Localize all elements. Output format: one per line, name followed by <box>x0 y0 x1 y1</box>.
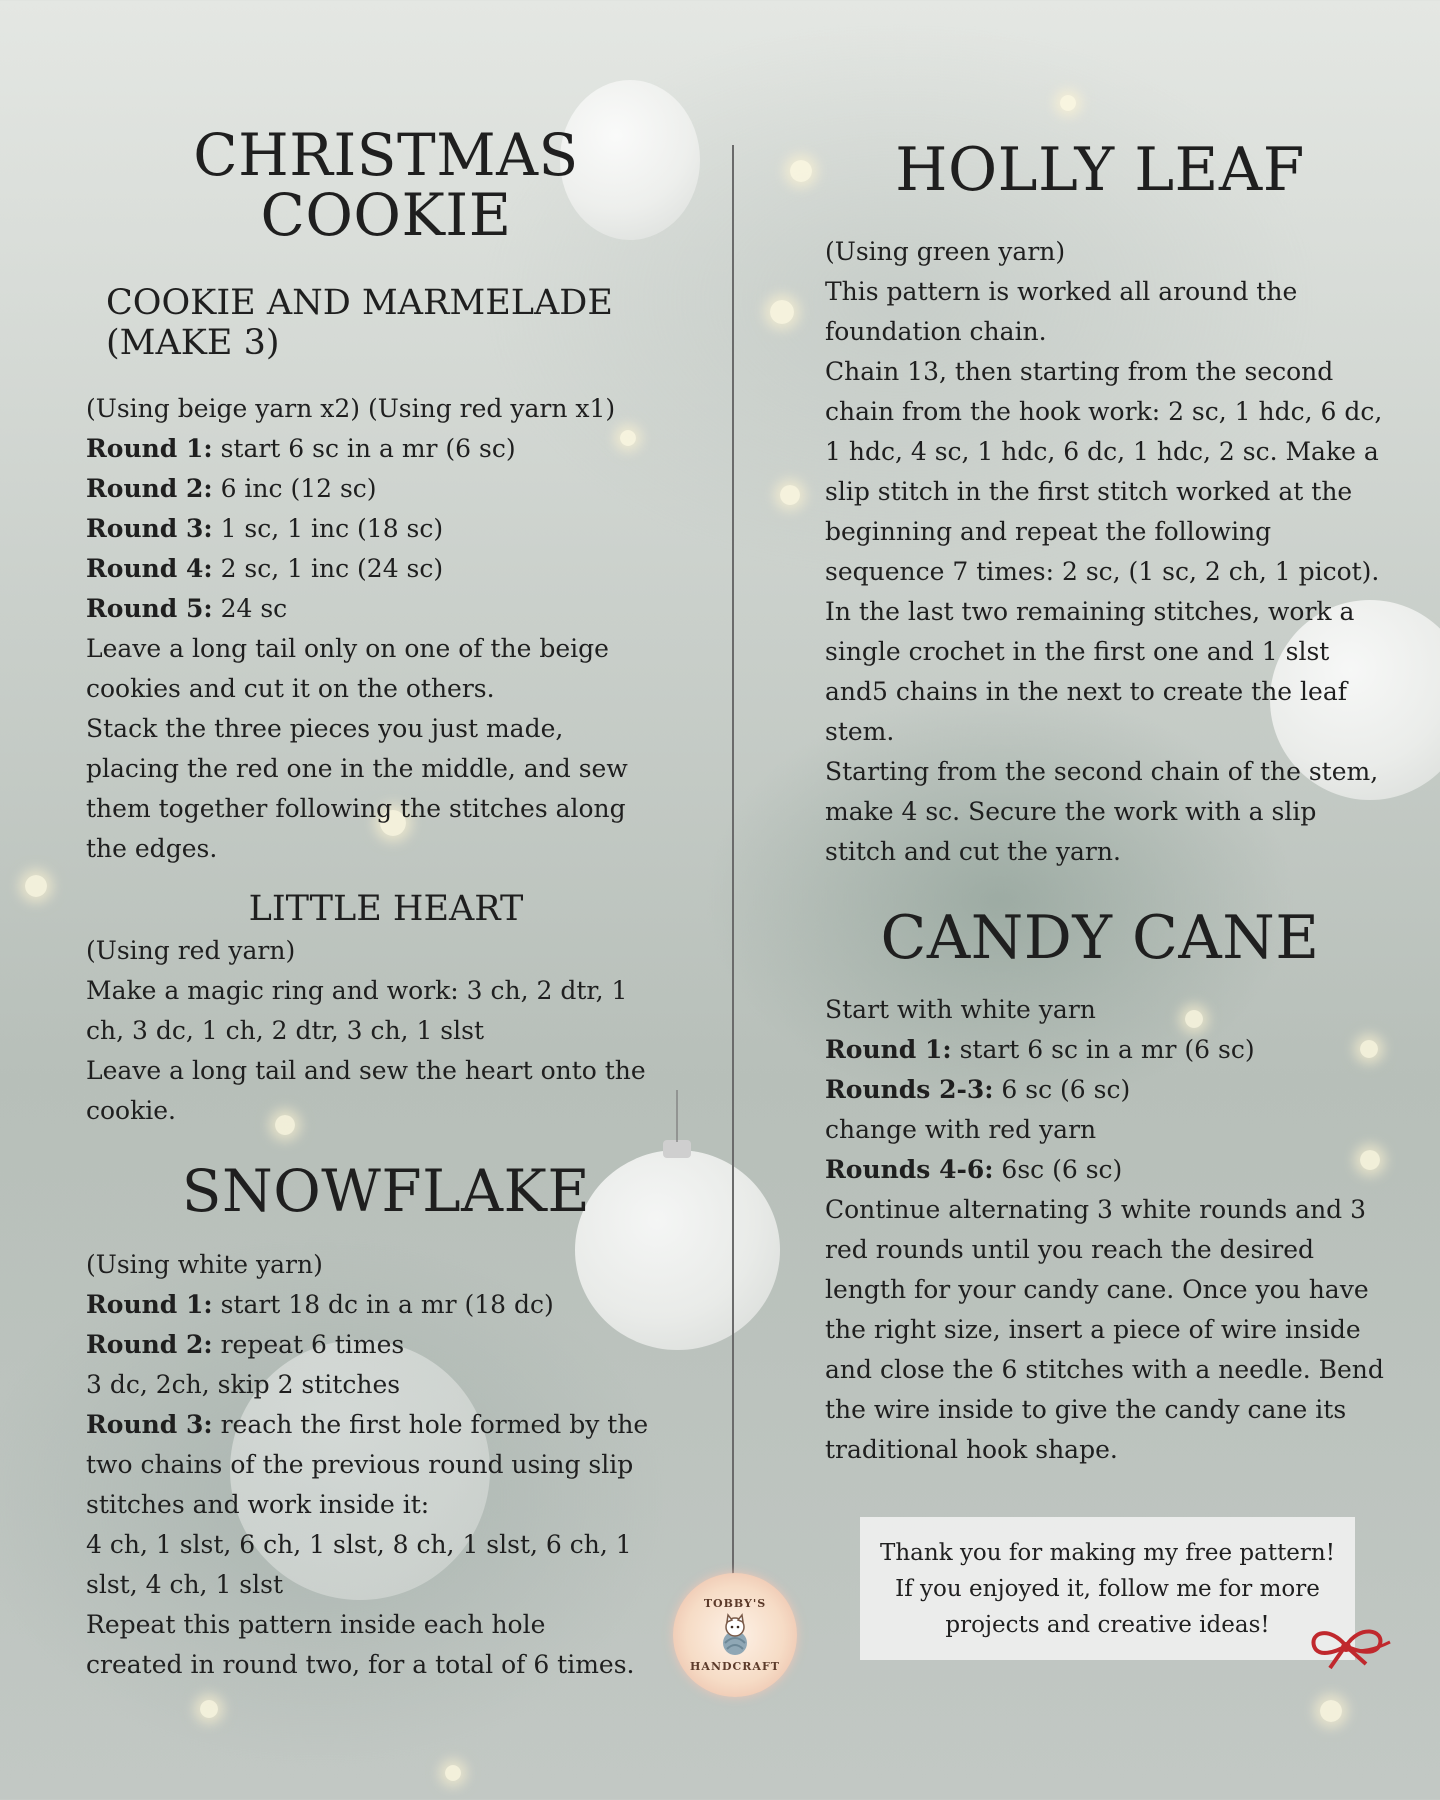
candy-round-1: Round 1: start 6 sc in a mr (6 sc) <box>825 1035 1255 1064</box>
holly-title: HOLLY LEAF <box>895 135 1305 205</box>
cookie-text-line: Stack the three pieces you just made, <box>86 714 564 743</box>
snowflake-title: SNOWFLAKE <box>181 1157 591 1225</box>
snowflake-text-line: 3 dc, 2ch, skip 2 stitches <box>86 1370 401 1399</box>
cookie-text-line: the edges. <box>86 834 218 863</box>
bokeh-light <box>790 160 812 182</box>
bokeh-light <box>780 485 800 505</box>
note-line: If you enjoyed it, follow me for more <box>895 1575 1320 1602</box>
candy-text-line: traditional hook shape. <box>825 1435 1118 1464</box>
holly-text-line: stitch and cut the yarn. <box>825 837 1121 866</box>
thank-you-note <box>860 1517 1355 1660</box>
cookie-text-line: them together following the stitches along <box>86 794 626 823</box>
logo-text-bottom: HANDCRAFT <box>690 1660 780 1673</box>
candy-text-line: length for your candy cane. Once you have <box>825 1275 1369 1304</box>
heart-intro: (Using red yarn) <box>86 936 296 965</box>
heart-text-line: Leave a long tail and sew the heart onto the <box>86 1056 646 1085</box>
brand-logo <box>673 1573 797 1697</box>
note-line: Thank you for making my free pattern! <box>880 1539 1335 1566</box>
candy-text-line: the right size, insert a piece of wire inside <box>825 1315 1361 1344</box>
bokeh-light <box>1320 1700 1342 1722</box>
snowflake-text-line: slst, 4 ch, 1 slst <box>86 1570 283 1599</box>
cookie-title: CHRISTMAS COOKIE <box>193 121 579 249</box>
candy-rounds-2-3: Rounds 2-3: 6 sc (6 sc) <box>825 1075 1131 1104</box>
cookie-round-2: Round 2: 6 inc (12 sc) <box>86 474 377 503</box>
snowflake-round-2: Round 2: repeat 6 times <box>86 1330 405 1359</box>
candy-text-line: Continue alternating 3 white rounds and 3 <box>825 1195 1367 1224</box>
heart-text-line: Make a magic ring and work: 3 ch, 2 dtr, 1 <box>86 976 628 1005</box>
heart-text-line: ch, 3 dc, 1 ch, 2 dtr, 3 ch, 1 slst <box>86 1016 484 1045</box>
logo-text-top: TOBBY'S <box>703 1597 767 1610</box>
snowflake-text-line: 4 ch, 1 slst, 6 ch, 1 slst, 8 ch, 1 slst, 6 ch, 1 <box>86 1530 632 1559</box>
candy-text-line: red rounds until you reach the desired <box>825 1235 1315 1264</box>
snowflake-text-line: created in round two, for a total of 6 times. <box>86 1650 635 1679</box>
snowflake-text-line: two chains of the previous round using slip <box>86 1450 634 1479</box>
cookie-round-4: Round 4: 2 sc, 1 inc (24 sc) <box>86 554 444 583</box>
candy-text-line: and close the 6 stitches with a needle. Bend <box>825 1355 1384 1384</box>
cookie-text-line: placing the red one in the middle, and sew <box>86 754 628 783</box>
candy-title: CANDY CANE <box>880 903 1320 973</box>
cat-yarn-icon <box>713 1613 757 1657</box>
cookie-intro: (Using beige yarn x2) (Using red yarn x1) <box>86 394 616 423</box>
cookie-round-1: Round 1: start 6 sc in a mr (6 sc) <box>86 434 516 463</box>
snowflake-text-line: Repeat this pattern inside each hole <box>86 1610 546 1639</box>
holly-text-line: slip stitch in the first stitch worked at the <box>825 477 1353 506</box>
holly-text-line: Chain 13, then starting from the second <box>825 357 1334 386</box>
candy-intro: Start with white yarn <box>825 995 1096 1024</box>
bokeh-light <box>25 875 47 897</box>
holly-text-line: Starting from the second chain of the stem, <box>825 757 1379 786</box>
left-column <box>86 121 726 1685</box>
snowflake-intro: (Using white yarn) <box>86 1250 323 1279</box>
bokeh-light <box>445 1765 461 1781</box>
holly-text-line: This pattern is worked all around the <box>825 277 1298 306</box>
candy-rounds-4-6: Rounds 4-6: 6sc (6 sc) <box>825 1155 1123 1184</box>
cookie-text-line: cookies and cut it on the others. <box>86 674 495 703</box>
cookie-round-3: Round 3: 1 sc, 1 inc (18 sc) <box>86 514 444 543</box>
holly-text-line: foundation chain. <box>825 317 1047 346</box>
heart-title: LITTLE HEART <box>248 889 524 929</box>
snowflake-round-3: Round 3: reach the first hole formed by the <box>86 1410 649 1439</box>
cookie-round-5: Round 5: 24 sc <box>86 594 288 623</box>
holly-text-line: beginning and repeat the following <box>825 517 1272 546</box>
snowflake-round-1: Round 1: start 18 dc in a mr (18 dc) <box>86 1290 554 1319</box>
right-column <box>825 135 1385 1470</box>
heart-text-line: cookie. <box>86 1096 176 1125</box>
holly-text-line: (Using green yarn) <box>825 237 1066 266</box>
holly-text-line: sequence 7 times: 2 sc, (1 sc, 2 ch, 1 picot). <box>825 557 1380 586</box>
cookie-section-title: COOKIE AND MARMELADE (MAKE 3) <box>106 283 613 363</box>
holly-text-line: make 4 sc. Secure the work with a slip <box>825 797 1317 826</box>
holly-text-line: stem. <box>825 717 895 746</box>
candy-text-line: the wire inside to give the candy cane its <box>825 1395 1347 1424</box>
snowflake-text-line: stitches and work inside it: <box>86 1490 430 1519</box>
cookie-text-line: Leave a long tail only on one of the beige <box>86 634 609 663</box>
red-bow-icon <box>1300 1620 1392 1672</box>
candy-change: change with red yarn <box>825 1115 1097 1144</box>
holly-text-line: 1 hdc, 4 sc, 1 hdc, 6 dc, 1 hdc, 2 sc. Make a <box>825 437 1379 466</box>
bokeh-light <box>770 300 794 324</box>
holly-text-line: and5 chains in the next to create the leaf <box>825 677 1347 706</box>
holly-text-line: In the last two remaining stitches, work a <box>825 597 1355 626</box>
bokeh-light <box>1060 95 1076 111</box>
note-line: projects and creative ideas! <box>945 1611 1270 1638</box>
holly-text-line: chain from the hook work: 2 sc, 1 hdc, 6 dc, <box>825 397 1383 426</box>
holly-text-line: single crochet in the first one and 1 slst <box>825 637 1330 666</box>
bokeh-light <box>200 1700 218 1718</box>
